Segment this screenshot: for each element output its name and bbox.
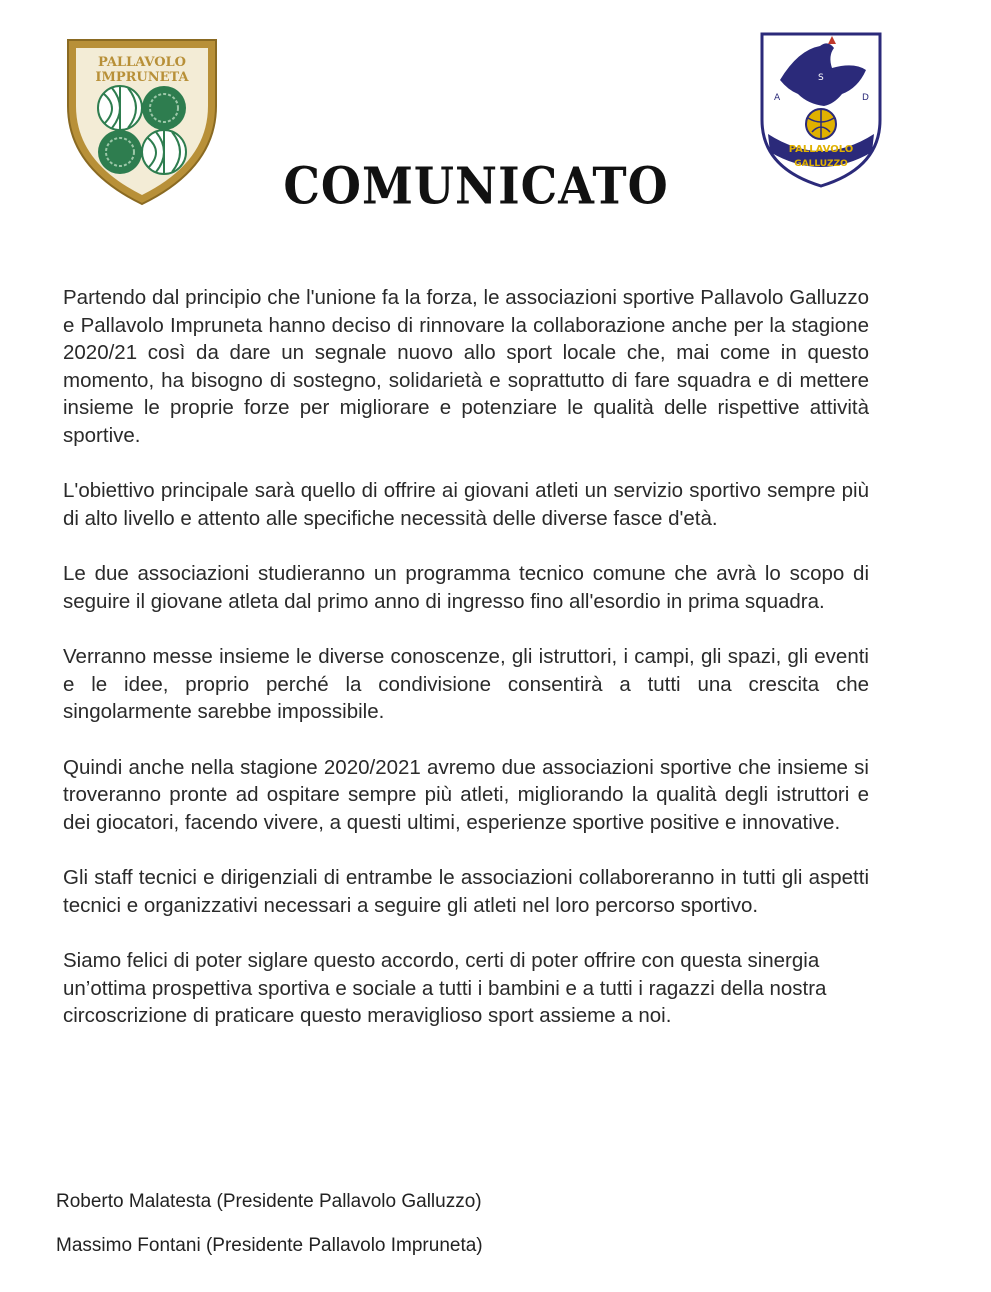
svg-text:IMPRUNETA: IMPRUNETA <box>95 70 189 85</box>
svg-text:S: S <box>818 73 824 83</box>
paragraph-1: Partendo dal principio che l'unione fa la forza, le associazioni sportive Pallavolo Galluzzo e Pallavolo Impruneta hanno deciso di rinnovare la collaborazione anche per la stagione 2020/21 così da dare un segnale nuovo allo sport locale che, mai come in questo momento, ha bisogno di sostegno, solidarietà e soprattutto di fare squadra e di mettere insieme le proprie forze per migliorare e potenziare le qualità delle rispettive attività sportive. <box>63 286 869 447</box>
signature-block <box>56 1190 656 1278</box>
signature-galluzzo-president: Roberto Malatesta (Presidente Pallavolo Galluzzo) <box>56 1191 482 1212</box>
paragraph-3: Le due associazioni studieranno un programma tecnico comune che avrà lo scopo di seguire il giovane atleta dal primo anno di ingresso fino all'esordio in prima squadra. <box>63 562 869 613</box>
svg-text:PALLAVOLO: PALLAVOLO <box>98 55 186 70</box>
signature-impruneta-president: Massimo Fontani (Presidente Pallavolo Impruneta) <box>56 1235 483 1256</box>
paragraph-4: Verranno messe insieme le diverse conoscenze, gli istruttori, i campi, gli spazi, gli eventi e le idee, proprio perché la condivisione consentirà a tutti una crescita che singolarmente sarebbe impossibile. <box>63 645 869 723</box>
paragraph-6: Gli staff tecnici e dirigenziali di entrambe le associazioni collaboreranno in tutti gli aspetti tecnici e organizzativi necessari a seguire gli atleti nel loro percorso sportivo. <box>63 866 869 917</box>
svg-text:A: A <box>774 93 781 103</box>
paragraph-5: Quindi anche nella stagione 2020/2021 avremo due associazioni sportive che insieme si troveranno pronte ad ospitare sempre più atleti, migliorando la qualità degli istruttori e dei giocatori, facendo vivere, a questi ultimi, esperienze sportive positive e innovative. <box>63 755 869 834</box>
page-title: COMUNICATO <box>283 156 669 216</box>
svg-text:PALLAVOLO: PALLAVOLO <box>788 144 854 155</box>
svg-text:D: D <box>862 93 869 103</box>
paragraph-7: Siamo felici di poter siglare questo accordo, certi di poter offrire con questa sinergia un’ottima prospettiva sportiva e sociale a tutti i bambini e a tutti i ragazzi della nostra circoscrizione di praticare questo meraviglioso sport assieme a noi. <box>63 949 827 1027</box>
pallavolo-galluzzo-logo <box>758 30 884 190</box>
svg-text:GALLUZZO: GALLUZZO <box>794 159 848 169</box>
paragraph-2: L'obiettivo principale sarà quello di offrire ai giovani atleti un servizio sportivo sempre più di alto livello e attento alle specifiche necessità delle diverse fasce d'età. <box>63 479 869 530</box>
communique-body <box>63 284 869 1058</box>
pallavolo-impruneta-logo <box>62 28 222 210</box>
